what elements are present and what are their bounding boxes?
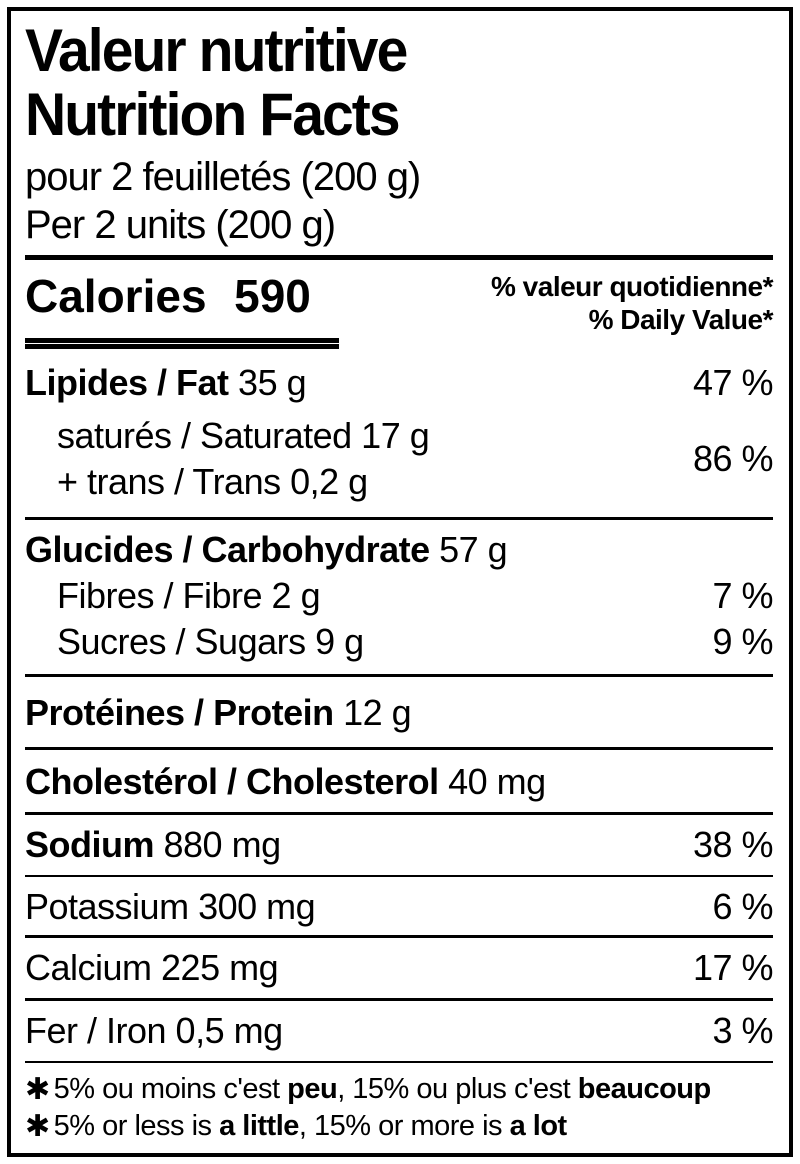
serving-size-french: pour 2 feuilletés (200 g) [25,155,421,199]
footnote-en-bold1: a little [219,1109,299,1142]
footnote-fr-bold1: peu [287,1072,338,1105]
carbohydrate-amount: 57 g [439,528,508,570]
footnote-block [25,1063,773,1145]
row-carbohydrate [25,520,773,574]
calories-text [25,268,311,324]
title-french: Valeur nutritive [25,17,407,84]
footnote-en-mid: , 15% or more is [298,1109,510,1142]
sodium-dv: 38 % [692,823,773,865]
row-calcium [25,938,773,998]
row-fibre [25,574,773,620]
row-sugars [25,620,773,674]
protein-amount: 12 g [343,691,412,733]
cholesterol-amount: 40 mg [448,760,546,802]
potassium-text: Potassium 300 mg [25,885,316,927]
row-cholesterol [25,750,773,812]
saturated-trans-lines [25,413,429,505]
row-sodium [25,815,773,875]
calcium-text: Calcium 225 mg [25,946,279,988]
row-protein [25,677,773,747]
footnote-fr-pre: 5% ou moins c'est [53,1072,288,1105]
divider-calories [25,338,339,349]
footnote-fr-bold2: beaucoup [577,1072,711,1105]
carbohydrate-text [25,528,507,572]
asterisk-icon: ✱ [25,1109,50,1143]
asterisk-icon: ✱ [25,1072,50,1106]
saturated-trans-dv: 86 % [692,437,773,479]
row-potassium [25,877,773,935]
cholesterol-text [25,760,546,804]
sodium-text [25,823,281,867]
footnote-en-bold2: a lot [509,1109,567,1142]
calories-row [25,260,773,336]
row-saturated-trans [25,413,773,517]
cholesterol-name: Cholestérol / Cholesterol [25,760,439,802]
iron-text: Fer / Iron 0,5 mg [25,1009,283,1051]
fat-text [25,361,306,405]
daily-value-header [491,268,773,336]
sodium-amount: 880 mg [163,823,281,865]
iron-dv: 3 % [712,1009,773,1051]
daily-value-header-english: % Daily Value* [588,304,773,335]
fat-name: Lipides / Fat [25,361,229,403]
row-iron [25,1001,773,1061]
title-english: Nutrition Facts [25,81,399,148]
sugars-dv: 9 % [712,620,773,662]
calcium-dv: 17 % [692,946,773,988]
protein-name: Protéines / Protein [25,691,334,733]
fat-dv: 47 % [692,361,773,403]
protein-text [25,691,411,735]
daily-value-header-french: % valeur quotidienne* [491,271,773,302]
fibre-text: Fibres / Fibre 2 g [57,574,321,616]
footnote-english [25,1108,773,1145]
carbohydrate-name: Glucides / Carbohydrate [25,528,430,570]
fat-amount: 35 g [238,361,307,403]
trans-line: + trans / Trans 0,2 g [57,460,368,502]
row-fat [25,349,773,413]
footnote-fr-mid: , 15% ou plus c'est [337,1072,578,1105]
fibre-dv: 7 % [712,574,773,616]
sugars-text: Sucres / Sugars 9 g [57,620,364,662]
footnote-french [25,1071,773,1108]
serving-size-english: Per 2 units (200 g) [25,203,336,247]
saturated-line: saturés / Saturated 17 g [57,414,430,456]
footnote-en-pre: 5% or less is [53,1109,220,1142]
potassium-dv: 6 % [712,885,773,927]
nutrition-facts-label [7,7,793,1157]
serving-block [25,153,773,249]
calories-value: 590 [234,270,311,322]
sodium-name: Sodium [25,823,154,865]
calories-label: Calories [25,270,207,322]
